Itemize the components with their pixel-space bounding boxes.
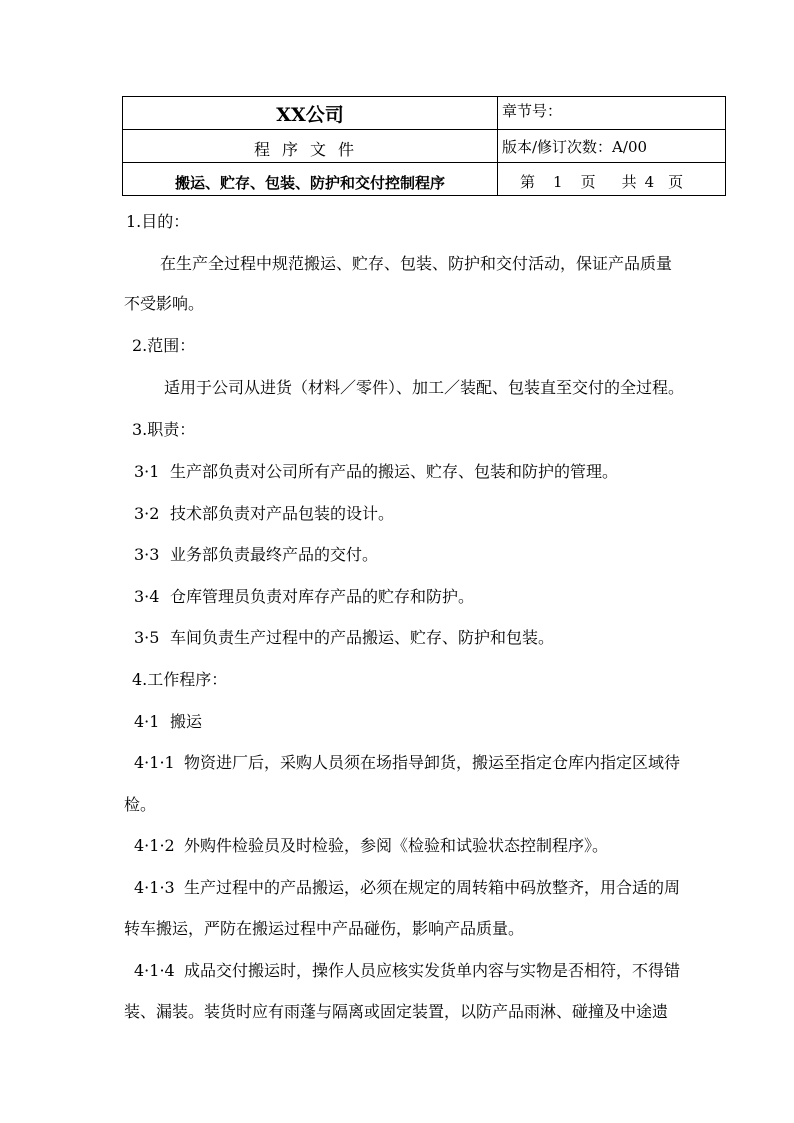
responsibility-item (134, 587, 474, 607)
item-text: 业务部负责最终产品的交付。 (170, 545, 379, 564)
item-text: 外购件检验员及时检验，参阅《检验和试验状态控制程序》。 (184, 836, 609, 855)
section-4-heading: 4.工作程序： (132, 670, 228, 689)
section-3-heading: 3.职责： (132, 420, 196, 439)
item-number: 3·4 (134, 587, 160, 606)
section-1-text-line-1: 在生产全过程中规范搬运、贮存、包装、防护和交付活动，保证产品质量 (160, 254, 673, 273)
item-text: 生产过程中的产品搬运，必须在规定的周转箱中码放整齐，用合适的周 (184, 878, 681, 897)
item-text: 车间负责生产过程中的产品搬运、贮存、防护和包装。 (170, 628, 555, 647)
section-1-heading: 1.目的： (126, 212, 190, 231)
item-number: 3·2 (134, 504, 160, 523)
item-number: 4·1·3 (134, 878, 175, 897)
procedure-item-line (134, 836, 608, 856)
item-number: 3·3 (134, 545, 160, 564)
item-number: 3·1 (134, 462, 160, 481)
document-type: 程序文件 (123, 130, 498, 163)
procedure-item-continuation: 转车搬运，严防在搬运过程中产品碰伤，影响产品质量。 (124, 919, 525, 938)
subsection-4-1-heading (134, 712, 202, 732)
item-number: 4·1·2 (134, 836, 175, 855)
page-label-mid: 页 (580, 173, 596, 191)
page-info (498, 163, 726, 196)
responsibility-item (134, 462, 618, 482)
item-text: 技术部负责对产品包装的设计。 (170, 504, 395, 523)
procedure-item-line (134, 878, 680, 898)
item-text: 生产部负责对公司所有产品的搬运、贮存、包装和防护的管理。 (170, 462, 619, 481)
responsibility-item (134, 504, 394, 524)
procedure-item-continuation: 装、漏装。装货时应有雨蓬与隔离或固定装置，以防产品雨淋、碰撞及中途遗 (124, 1002, 669, 1021)
section-2-text: 适用于公司从进货（材料／零件）、加工／装配、包装直至交付的全过程。 (164, 378, 685, 397)
page-label-post: 页 (668, 173, 684, 191)
responsibility-item (134, 628, 554, 648)
section-1-text-line-2: 不受影响。 (124, 294, 205, 313)
procedure-item-line (134, 961, 680, 981)
item-number: 4·1·4 (134, 961, 175, 980)
item-number: 3·5 (134, 628, 160, 647)
page-number: 1 (553, 173, 563, 191)
document-header-table (122, 96, 726, 196)
document-title: 搬运、贮存、包装、防护和交付控制程序 (123, 163, 498, 196)
item-text: 搬运 (170, 712, 203, 731)
item-text: 仓库管理员负责对库存产品的贮存和防护。 (170, 587, 475, 606)
company-name: XX公司 (123, 97, 498, 130)
responsibility-item (134, 545, 378, 565)
total-pages: 4 (644, 173, 655, 191)
item-text: 物资进厂后，采购人员须在场指导卸货，搬运至指定仓库内指定区域待 (184, 753, 681, 772)
page-label-pre: 第 (520, 173, 536, 191)
procedure-item-line (134, 753, 680, 773)
chapter-number-label: 章节号： (498, 97, 726, 130)
section-2-heading: 2.范围： (132, 336, 196, 355)
item-number: 4·1 (134, 712, 160, 731)
item-number: 4·1·1 (134, 753, 175, 772)
item-text: 成品交付搬运时，操作人员应核实发货单内容与实物是否相符，不得错 (184, 961, 681, 980)
total-label-pre: 共 (621, 173, 637, 191)
version-label: 版本/修订次数：A/00 (498, 130, 726, 163)
procedure-item-continuation: 检。 (124, 795, 157, 814)
